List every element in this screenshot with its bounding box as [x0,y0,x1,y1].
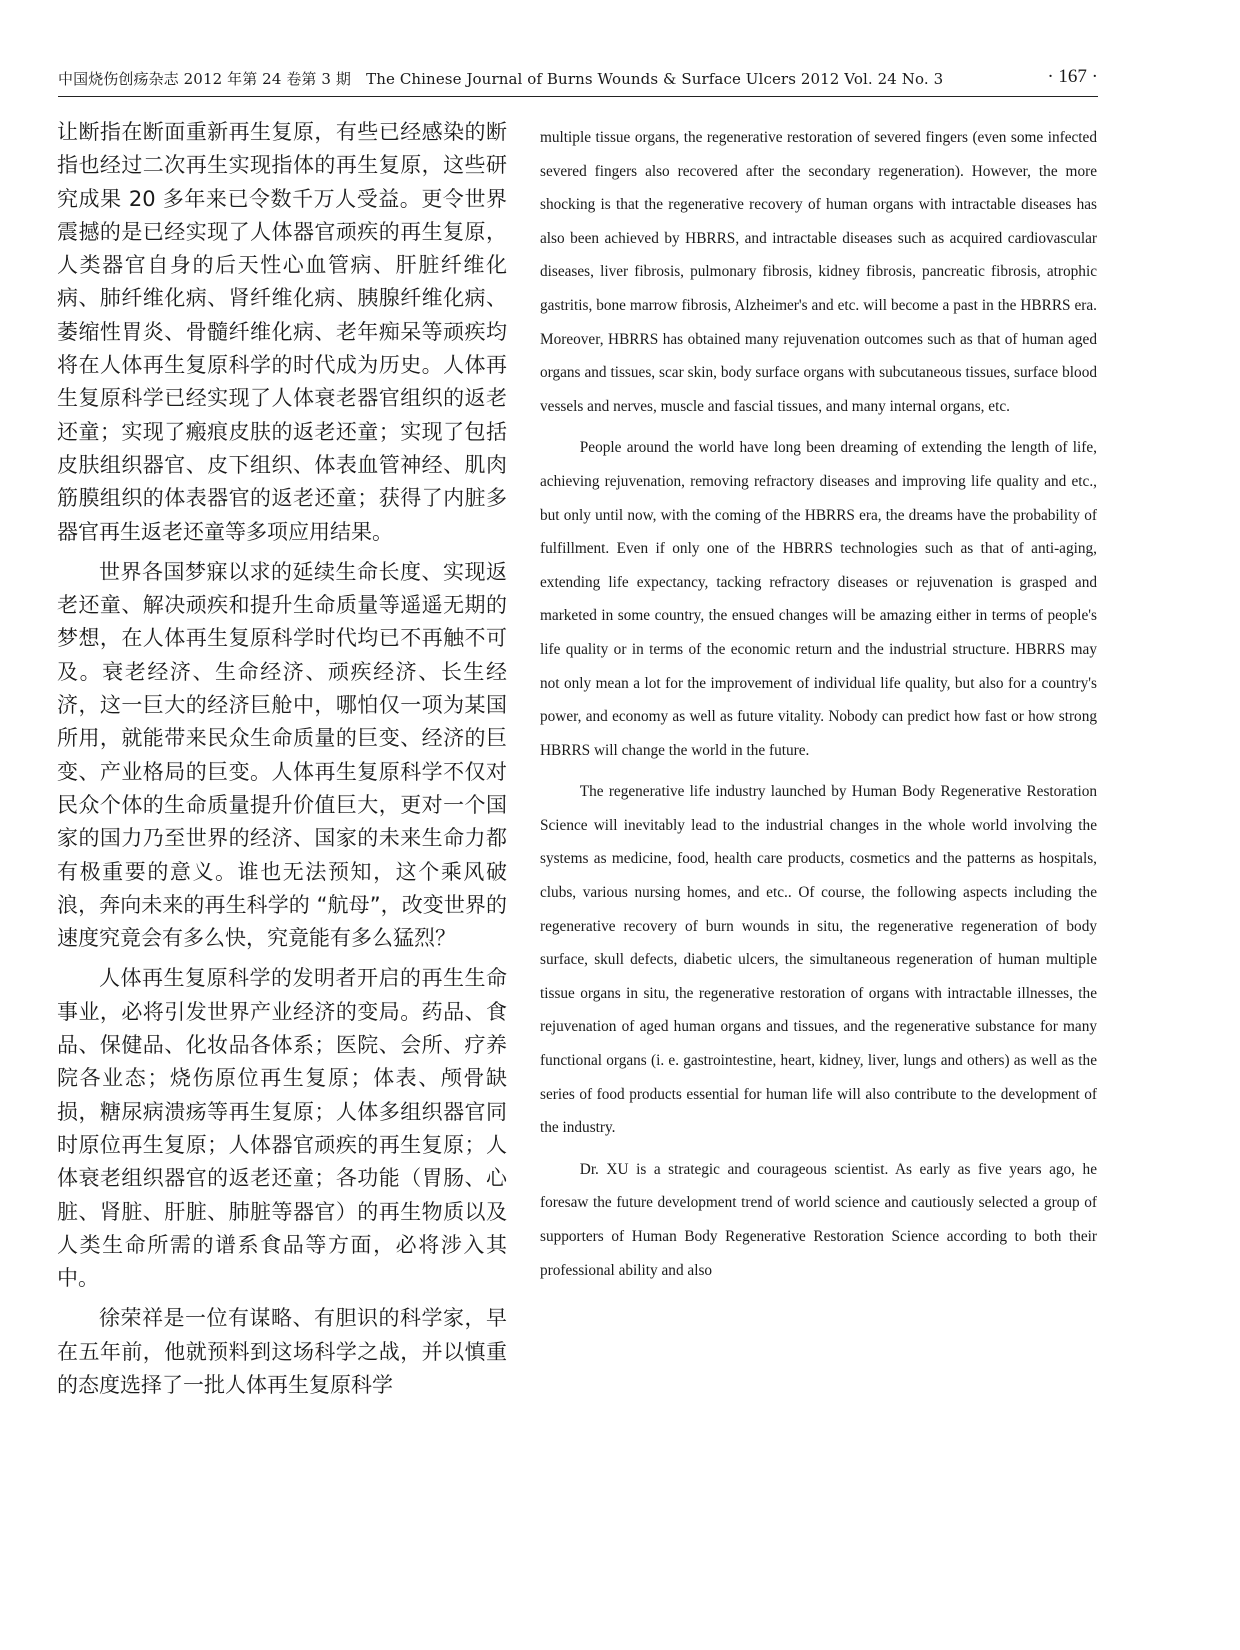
en-paragraph-3: The regenerative life industry launched by Human Body Regenerative Restoration Science will inevitably lead to the industrial changes in the whole world involving the systems as medicine, food, health care products, cosmetics and the patterns as hospitals, clubs, various nursing homes, and etc.. Of course, the following aspects including the regenerative recovery of burn wounds in situ, the regenerative regeneration of body surface, skull defects, diabetic ulcers, the simultaneous regeneration of human multiple tissue organs in situ, the regenerative restoration of organs with intractable illnesses, the rejuvenation of aged human organs and tissues, and the regenerative substance for many functional organs (i. e. gastrointestine, heart, kidney, liver, lungs and others) as well as the series of food products essential for human life will also contribute to the development of the industry. [540,783,1097,1137]
page-number: · 167 · [1047,66,1098,87]
chinese-column [57,116,507,1409]
zh-paragraph-2: 世界各国梦寐以求的延续生命长度、实现返老还童、解决顽疾和提升生命质量等遥遥无期的梦想，在人体再生复原科学时代均已不再触不可及。衰老经济、生命经济、顽疾经济、长生经济，这一巨大的经济巨舱中，哪怕仅一项为某国所用，就能带来民众生命质量的巨变、经济的巨变、产业格局的巨变。人体再生复原科学不仅对民众个体的生命质量提升价值巨大，更对一个国家的国力乃至世界的经济、国家的未来生命力都有极重要的意义。谁也无法预知，这个乘风破浪，奔向未来的再生科学的 “航母”，改变世界的速度究竟会有多么快，究竟能有多么猛烈？ [57,559,507,951]
en-paragraph-4: Dr. XU is a strategic and courageous scientist. As early as five years ago, he foresaw the future development trend of world science and cautiously selected a group of supporters of Human Body Regenerative Restoration Science according to both their professional ability and also [540,1160,1097,1279]
running-header [58,66,1098,97]
zh-paragraph-3: 人体再生复原科学的发明者开启的再生生命事业，必将引发世界产业经济的变局。药品、食品、保健品、化妆品各体系；医院、会所、疗养院各业态；烧伤原位再生复原；体表、颅骨缺损，糖尿病溃疡等再生复原；人体多组织器官同时原位再生复原；人体器官顽疾的再生复原；人体衰老组织器官的返老还童；各功能（胃肠、心脏、肾脏、肝脏、肺脏等器官）的再生物质以及人类生命所需的谱系食品等方面，必将涉入其中。 [57,966,507,1291]
en-paragraph-2: People around the world have long been dreaming of extending the length of life, achieving rejuvenation, removing refractory diseases and improving life quality and etc., but only until now, with the coming of the HBRRS era, the dreams have the probability of fulfillment. Even if only one of the HBRRS technologies such as that of anti-aging, extending life expectancy, tacking refractory diseases or rejuvenation is grasped and marketed in some country, the ensued changes will be amazing either in terms of people's life quality or in terms of the economic return and the industrial structure. HBRRS may not only mean a lot for the improvement of individual life quality, but also for a country's power, and economy as well as future vitality. Nobody can predict how fast or how strong HBRRS will change the world in the future. [540,439,1097,759]
en-paragraph-1: multiple tissue organs, the regenerative restoration of severed fingers (even some infected severed fingers also recovered after the secondary regeneration). However, the more shocking is that the regenerative recovery of human organs with intractable diseases has also been achieved by HBRRS, and intractable diseases such as acquired cardiovascular diseases, liver fibrosis, pulmonary fibrosis, kidney fibrosis, pancreatic fibrosis, atrophic gastritis, bone marrow fibrosis, Alzheimer's and etc. will become a past in the HBRRS era. Moreover, HBRRS has obtained many rejuvenation outcomes such as that of human aged organs and tissues, scar skin, body surface organs with subcutaneous tissues, surface blood vessels and nerves, muscle and fascial tissues, and many internal organs, etc. [540,129,1097,415]
english-column [540,121,1097,1287]
zh-paragraph-4: 徐荣祥是一位有谋略、有胆识的科学家，早在五年前，他就预料到这场科学之战，并以慎重的态度选择了一批人体再生复原科学 [57,1306,507,1397]
zh-paragraph-1: 让断指在断面重新再生复原，有些已经感染的断指也经过二次再生实现指体的再生复原，这些研究成果 20 多年来已令数千万人受益。更令世界震撼的是已经实现了人体器官顽疾的再生复原，人类器官自身的后天性心血管病、肝脏纤维化病、肺纤维化病、肾纤维化病、胰腺纤维化病、萎缩性胃炎、骨髓纤维化病、老年痴呆等顽疾均将在人体再生复原科学的时代成为历史。人体再生复原科学已经实现了人体衰老器官组织的返老还童；实现了瘢痕皮肤的返老还童；实现了包括皮肤组织器官、皮下组织、体表血管神经、肌肉筋膜组织的体表器官的返老还童；获得了内脏多器官再生返老还童等多项应用结果。 [57,120,507,544]
journal-citation: 中国烧伤创疡杂志 2012 年第 24 卷第 3 期 The Chinese Journal of Burns Wounds & Surface Ulcers 2012 Vol. 24 No. 3 [58,70,944,88]
